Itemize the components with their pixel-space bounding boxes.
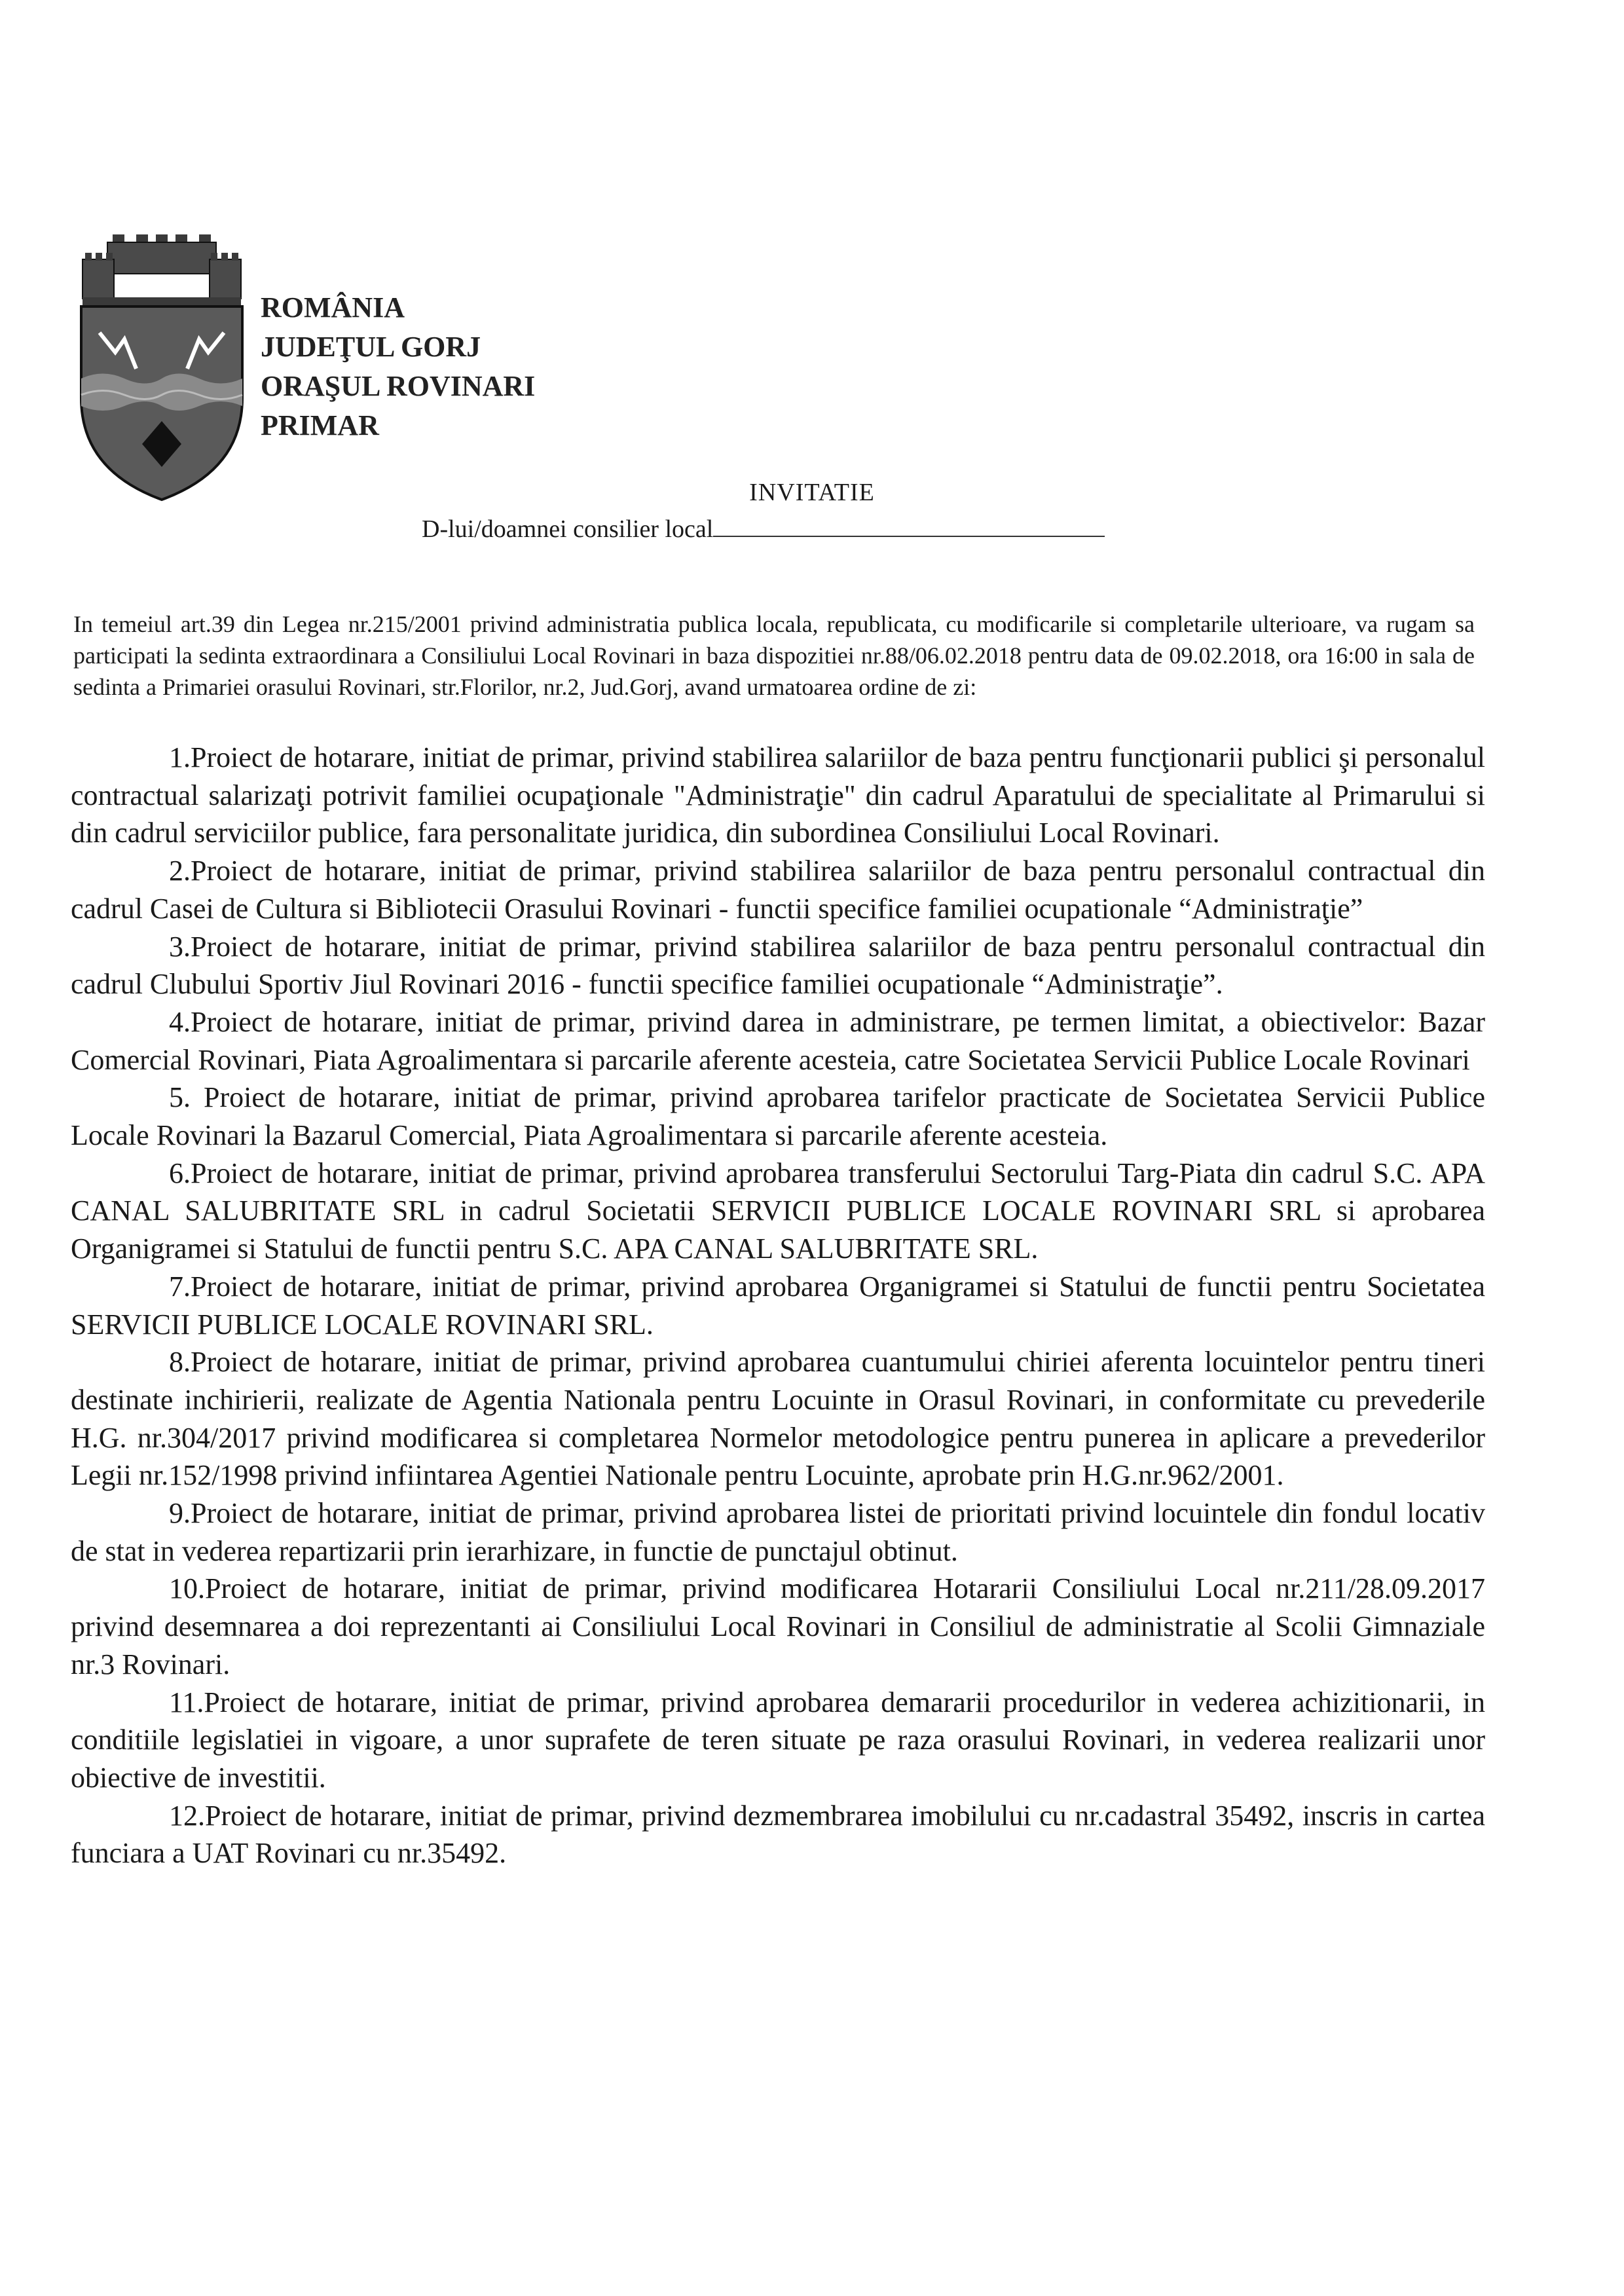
town-name: ORAŞUL ROVINARI [261, 370, 536, 402]
agenda-item: 9.Proiect de hotarare, initiat de primar, privind aprobarea listei de prioritati privind locuintele din fondul locativ de stat in vederea repartizarii prin ierarhizare, in functie de punctajul obtinut. [71, 1497, 1485, 1567]
recipient-blank-line [713, 512, 1105, 537]
agenda-item: 7.Proiect de hotarare, initiat de primar, privind aprobarea Organigramei si Statului de functii pentru Societatea SERVICII PUBLICE LOCALE ROVINARI SRL. [71, 1270, 1485, 1341]
document-title: INVITATIE [749, 479, 875, 506]
intro-paragraph: In temeiul art.39 din Legea nr.215/2001 privind administratia publica locala, republicata, cu modificarile si completarile ulterioare, va rugam sa participati la sedinta extraordinara a Consiliului Local Rovinari in baza dispozitiei nr.88/06.02.2018 pentru data de 09.02.2018, ora 16:00 in sala de sedinta a Primariei orasului Rovinari, str.Florilor, nr.2, Jud.Gorj, avand urmatoarea ordine de zi: [73, 611, 1475, 700]
recipient-line [422, 512, 1105, 544]
country-name: ROMÂNIA [261, 291, 405, 324]
agenda-item: 2.Proiect de hotarare, initiat de primar, privind stabilirea salariilor de baza pentru personalul contractual din cadrul Casei de Cultura si Bibliotecii Orasului Rovinari - functii specifice familiei ocupationale “Administraţie” [71, 855, 1485, 925]
agenda-item: 5. Proiect de hotarare, initiat de primar, privind aprobarea tarifelor practicate de Societatea Servicii Publice Locale Rovinari la Bazarul Comercial, Piata Agroalimentara si parcarile aferente acesteia. [71, 1081, 1485, 1152]
agenda-item: 6.Proiect de hotarare, initiat de primar, privind aprobarea transferului Sectorului Targ-Piata din cadrul S.C. APA CANAL SALUBRITATE SRL in cadrul Societatii SERVICII PUBLICE LOCALE ROVINARI SRL si aprobarea Organigramei si Statului de functii pentru S.C. APA CANAL SALUBRITATE SRL. [71, 1157, 1485, 1265]
office-name: PRIMAR [261, 409, 379, 441]
agenda-item: 10.Proiect de hotarare, initiat de primar, privind modificarea Hotararii Consiliului Local nr.211/28.09.2017 privind desemnarea a doi reprezentanti ai Consiliului Local Rovinari in Consiliul de administratie al Scolii Gimnaziale nr.3 Rovinari. [71, 1572, 1485, 1680]
agenda-item: 1.Proiect de hotarare, initiat de primar, privind stabilirea salariilor de baza pentru funcţionarii publici şi personalul contractual salarizaţi potrivit familiei ocupaţionale "Administraţie" din cadrul Aparatului de specialitate al Primarului si din cadrul serviciilor publice, fara personalitate juridica, din subordinea Consiliului Local Rovinari. [71, 741, 1485, 849]
agenda-item: 3.Proiect de hotarare, initiat de primar, privind stabilirea salariilor de baza pentru personalul contractual din cadrul Clubului Sportiv Jiul Rovinari 2016 - functii specifice familiei ocupationale “Administraţie”. [71, 930, 1485, 1001]
agenda-item: 11.Proiect de hotarare, initiat de primar, privind aprobarea demararii procedurilor in vederea achizitionarii, in conditiile legislatiei in vigoare, a unor suprafete de teren situate pe raza orasului Rovinari, in vederea realizarii unor obiective de investitii. [71, 1686, 1485, 1794]
agenda-list [71, 739, 1485, 1872]
agenda-item: 8.Proiect de hotarare, initiat de primar, privind aprobarea cuantumului chiriei aferenta locuintelor pentru tineri destinate inchirierii, realizate de Agentia Nationala pentru Locuinte in Orasul Rovinari, in conformitate cu prevederile H.G. nr.304/2017 privind modificarea si completarea Normelor metodologice pentru punerea in aplicare a prevederilor Legii nr.152/1998 privind infiintarea Agentiei Nationale pentru Locuinte, aprobate prin H.G.nr.962/2001. [71, 1346, 1485, 1492]
county-name: JUDEŢUL GORJ [261, 331, 481, 363]
issuer-header [261, 288, 535, 445]
coat-of-arms-icon [73, 234, 250, 503]
agenda-item: 12.Proiect de hotarare, initiat de primar, privind dezmembrarea imobilului cu nr.cadastral 35492, inscris in cartea funciara a UAT Rovinari cu nr.35492. [71, 1799, 1485, 1870]
agenda-item: 4.Proiect de hotarare, initiat de primar, privind darea in administrare, pe termen limitat, a obiectivelor: Bazar Comercial Rovinari, Piata Agroalimentara si parcarile aferente acesteia, catre Societatea Servicii Publice Locale Rovinari [71, 1005, 1485, 1076]
recipient-label: D-lui/doamnei consilier local [422, 515, 714, 543]
